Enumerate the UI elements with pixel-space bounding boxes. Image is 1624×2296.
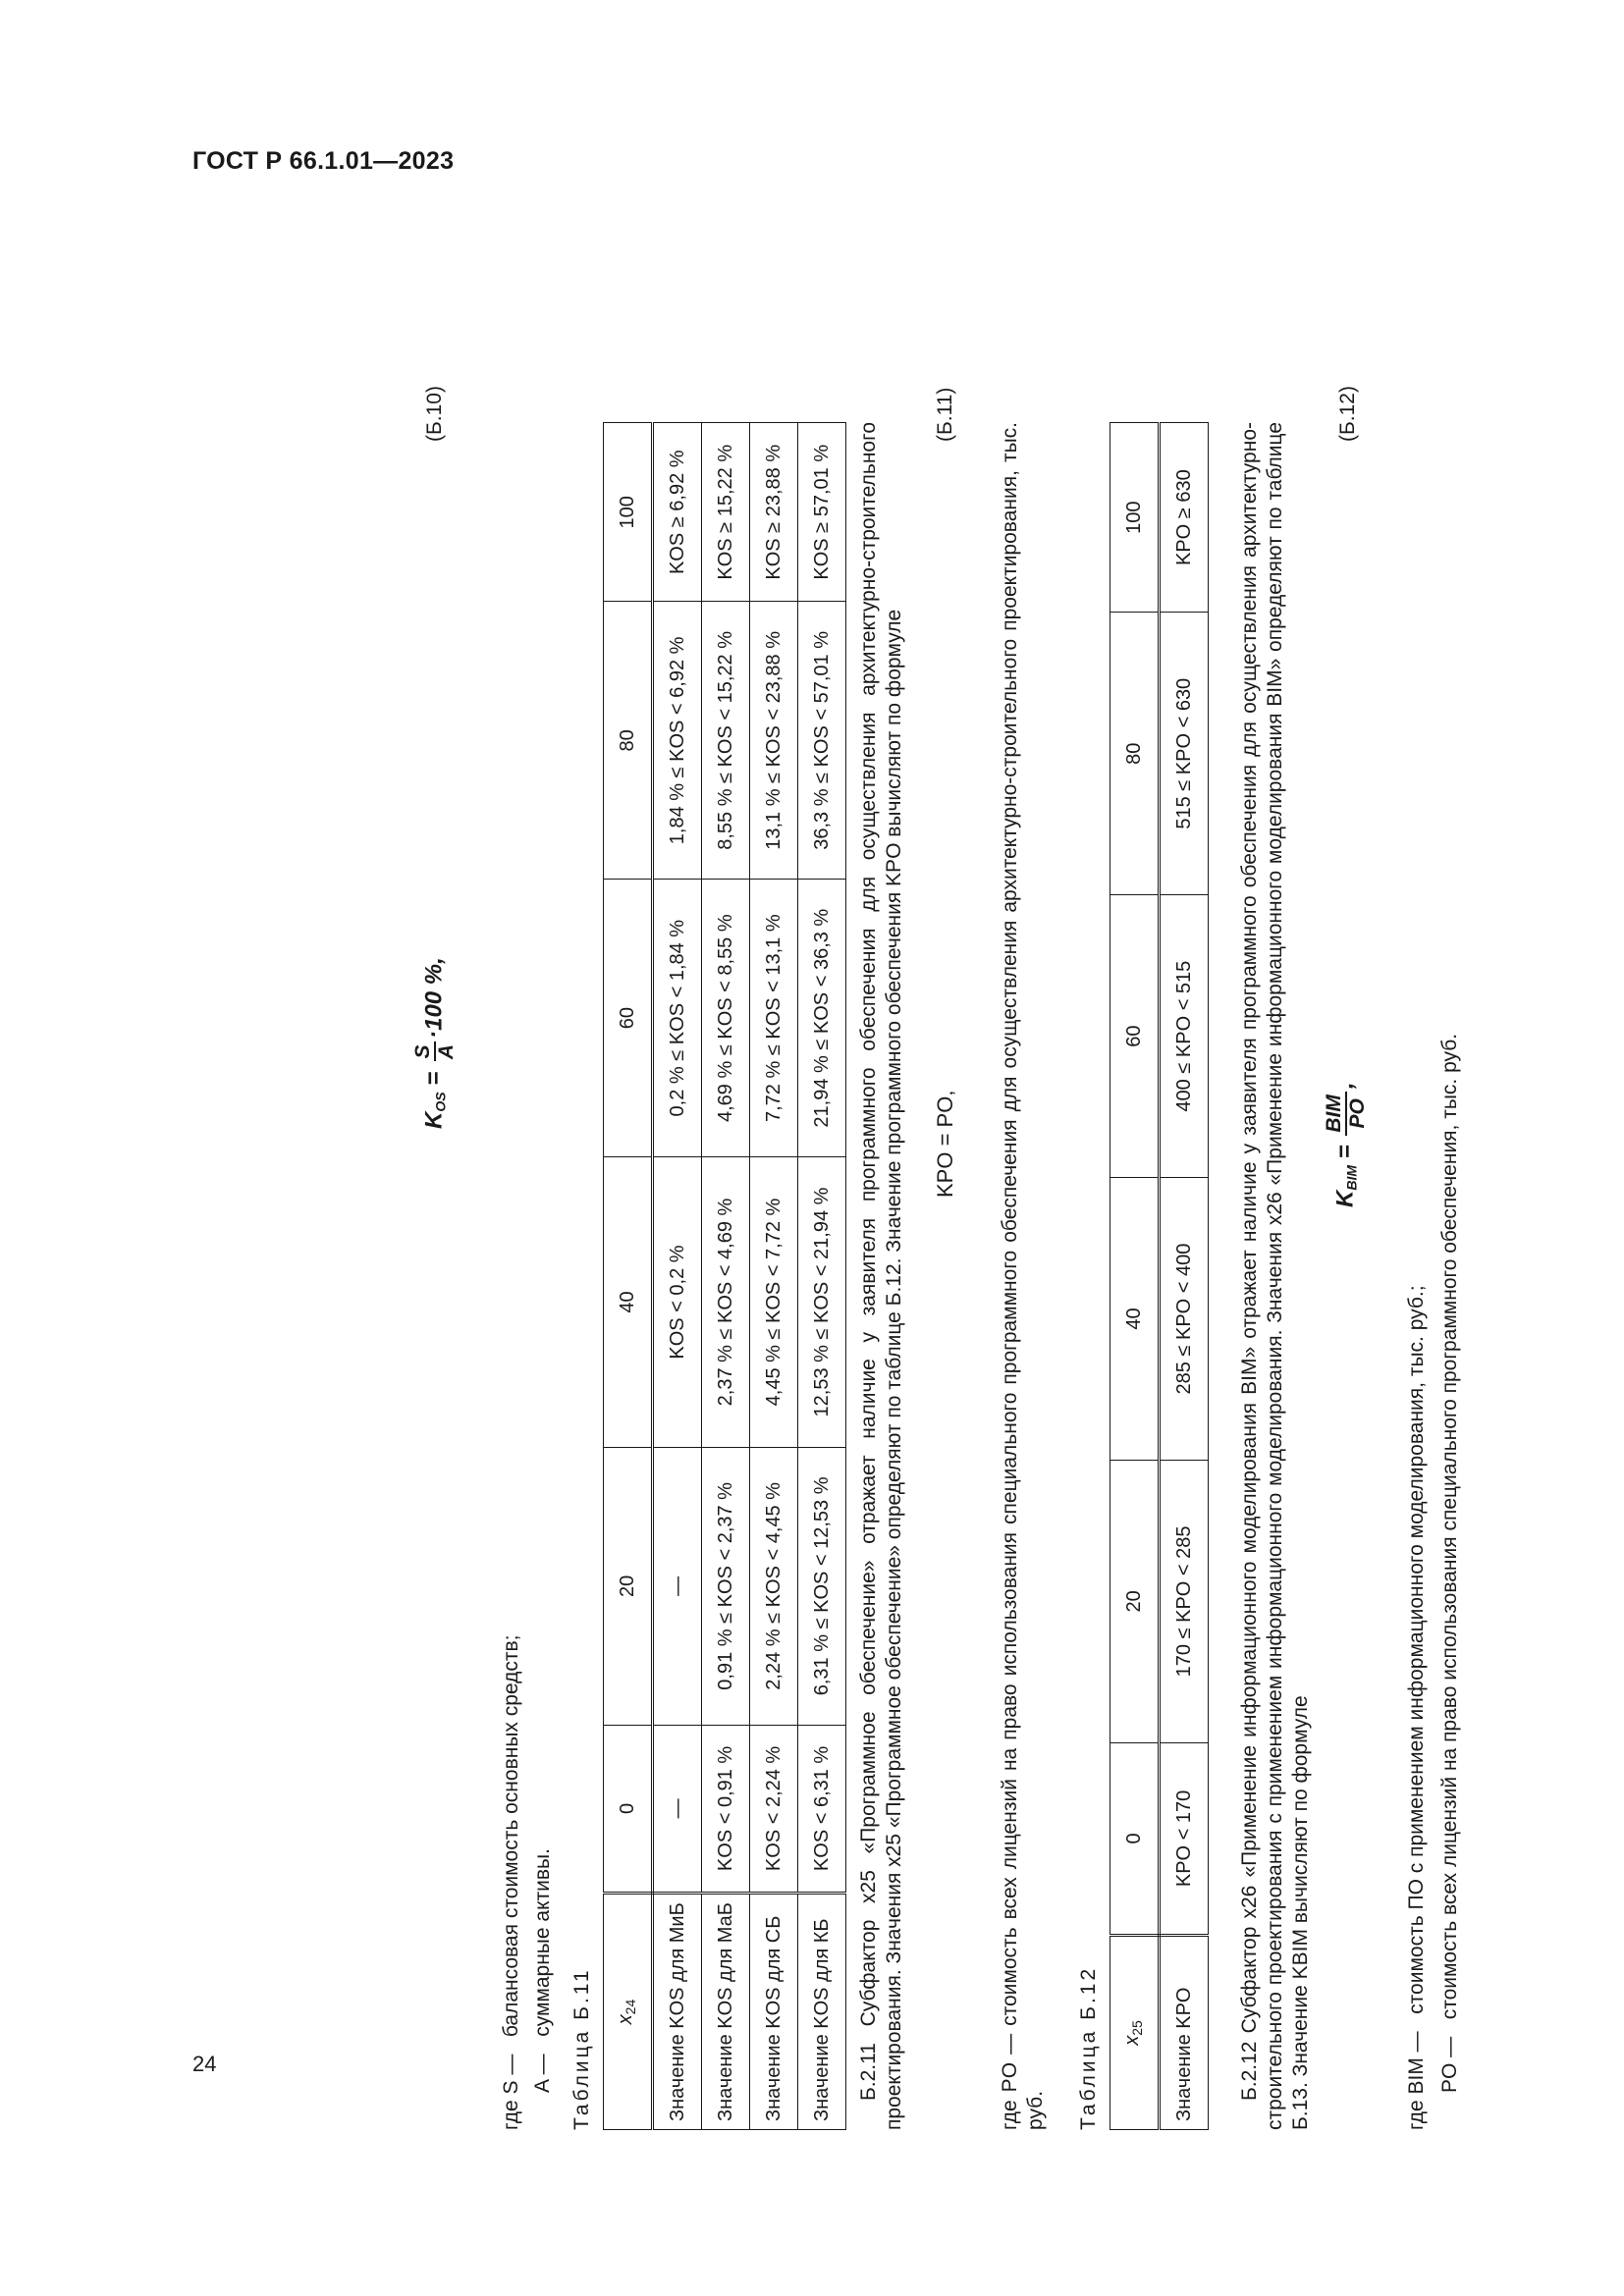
table-row <box>798 423 846 2130</box>
table-row <box>1160 423 1209 2130</box>
row-label: Значение KOS для МаБ <box>702 1894 750 2130</box>
table-cell: 2,24 % ≤ KOS < 4,45 % <box>750 1447 798 1725</box>
table-header-row <box>1110 423 1160 2130</box>
table-b11-caption: Таблица Б.11 <box>570 1967 593 2130</box>
header-cell: 60 <box>1110 895 1160 1178</box>
table-cell: 4,69 % ≤ KOS < 8,55 % <box>702 880 750 1157</box>
formula-number-b12: (Б.12) <box>1336 386 1359 442</box>
header-cell: 80 <box>1110 613 1160 895</box>
table-cell: — <box>653 1447 702 1725</box>
table-cell: 8,55 % ≤ KOS < 15,22 % <box>702 602 750 880</box>
table-cell: KOS < 0,2 % <box>653 1157 702 1448</box>
table-cell: 7,72 % ≤ KOS < 13,1 % <box>750 880 798 1157</box>
document-header: ГОСТ Р 66.1.01—2023 <box>192 147 455 175</box>
header-cell: 40 <box>1110 1178 1160 1461</box>
table-cell: 36,3 % ≤ KOS < 57,01 % <box>798 602 846 880</box>
table-cell: 21,94 % ≤ KOS < 36,3 % <box>798 880 846 1157</box>
table-cell: 515 ≤ KPO < 630 <box>1160 613 1209 895</box>
table-row <box>653 423 702 2130</box>
table-cell: 400 ≤ KPO < 515 <box>1160 895 1209 1178</box>
paragraph-b211: Б.2.11 Субфактор x25 «Программное обеспечение» отражает наличие у заявителя программного обеспечения для осуществления архитектурно-строительного проектирования. Значения x25 «Программное обеспечение» определяют по таблице Б.12. Значение программного обеспечения KPO вычисляют по формуле <box>857 422 905 2130</box>
table-cell: KOS < 6,31 % <box>798 1725 846 1893</box>
table-b12-caption: Таблица Б.12 <box>1077 1965 1100 2130</box>
table-row <box>750 423 798 2130</box>
table-cell: 285 ≤ KPO < 400 <box>1160 1178 1209 1461</box>
table-b11 <box>603 422 846 2130</box>
table-cell: KOS ≥ 57,01 % <box>798 423 846 603</box>
table-cell: KOS < 2,24 % <box>750 1725 798 1893</box>
formula-kos: $K_{OS}$ = S A ·100 %, <box>411 957 458 1129</box>
table-cell: 6,31 % ≤ KOS < 12,53 % <box>798 1447 846 1725</box>
table-cell: 2,37 % ≤ KOS < 4,69 % <box>702 1157 750 1448</box>
where-po-line: PO — стоимость всех лицензий на право использования специального программного обеспечения, тыс. руб. <box>1438 1033 1461 2093</box>
header-cell: 100 <box>604 423 653 603</box>
table-header-row <box>604 423 653 2130</box>
header-cell: 0 <box>604 1725 653 1893</box>
table-cell: KPO < 170 <box>1160 1742 1209 1935</box>
table-row <box>702 423 750 2130</box>
header-cell: $x_{25}$ <box>1110 1936 1160 2130</box>
where-s-line: где S — балансовая стоимость основных средств; <box>500 1634 522 2130</box>
table-cell: 0,2 % ≤ KOS < 1,84 % <box>653 880 702 1157</box>
row-label: Значение KOS для КБ <box>798 1894 846 2130</box>
row-label: Значение KPO <box>1160 1936 1209 2130</box>
table-cell: KOS ≥ 23,88 % <box>750 423 798 603</box>
header-cell: 0 <box>1110 1742 1160 1935</box>
header-cell: 60 <box>604 880 653 1157</box>
header-cell: 40 <box>604 1157 653 1448</box>
where-po-paragraph: где PO — стоимость всех лицензий на право использования специального программного обеспечения для осуществления архитектурно-строительного проектирования, тыс. руб. <box>999 422 1047 2130</box>
table-cell: 4,45 % ≤ KOS < 7,72 % <box>750 1157 798 1448</box>
formula-kbim: $K_{BIM}$ = BIM PO , <box>1323 1082 1369 1207</box>
table-cell: 13,1 % ≤ KOS < 23,88 % <box>750 602 798 880</box>
table-cell: 1,84 % ≤ KOS < 6,92 % <box>653 602 702 880</box>
header-cell: 80 <box>604 602 653 880</box>
table-cell: 12,53 % ≤ KOS < 21,94 % <box>798 1157 846 1448</box>
header-cell: 100 <box>1110 423 1160 613</box>
formula-number-b11: (Б.11) <box>934 387 956 442</box>
table-cell: 170 ≤ KPO < 285 <box>1160 1460 1209 1742</box>
formula-kpo: KPO = PO, <box>933 1090 957 1198</box>
table-cell: 0,91 % ≤ KOS < 2,37 % <box>702 1447 750 1725</box>
rotated-page-content <box>295 177 1492 2130</box>
table-cell: KOS < 0,91 % <box>702 1725 750 1893</box>
row-label: Значение KOS для МиБ <box>653 1894 702 2130</box>
header-cell: 20 <box>604 1447 653 1725</box>
table-b12 <box>1110 422 1209 2130</box>
table-cell: KPO ≥ 630 <box>1160 423 1209 613</box>
table-cell: KOS ≥ 6,92 % <box>653 423 702 603</box>
where-bim-line: где BIM — стоимость ПО с применением информационного моделирования, тыс. руб.; <box>1405 1285 1428 2130</box>
formula-number-b10: (Б.10) <box>423 386 446 442</box>
table-cell: — <box>653 1725 702 1893</box>
header-cell: $x_{24}$ <box>604 1894 653 2130</box>
header-cell: 20 <box>1110 1460 1160 1742</box>
table-cell: KOS ≥ 15,22 % <box>702 423 750 603</box>
paragraph-b212: Б.2.12 Субфактор x26 «Применение информационного моделирования BIM» отражает наличие у заявителя программного обеспечения для осуществления архитектурно-строительного проектирования с применением информационного моделирования. Значения x26 «Применение информационного моделирования BIM» определяют по таблице Б.13. Значение KBIM вычисляют по формуле <box>1238 422 1312 2130</box>
where-a-line: A — суммарные активы. <box>531 1848 554 2093</box>
page-number: 24 <box>192 2052 217 2076</box>
row-label: Значение KOS для СБ <box>750 1894 798 2130</box>
